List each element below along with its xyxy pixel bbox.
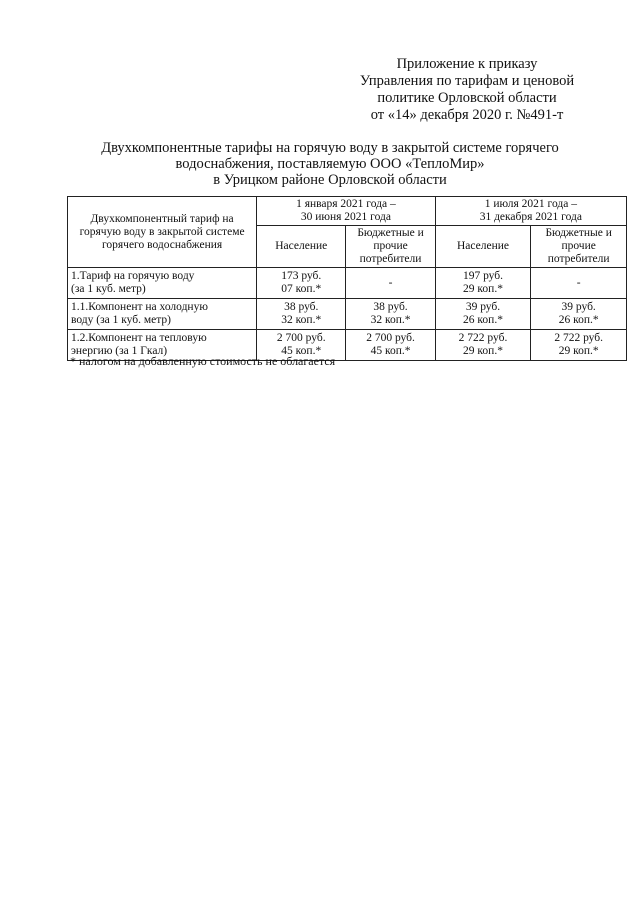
table-header-row [68,197,627,226]
tariff-table [67,196,627,361]
footnote: * налогом на добавленную стоимость не облагается [70,354,336,368]
cell-p2-population: 39 руб. 26 коп.* [435,299,531,330]
cell-p1-budget: - [346,268,435,299]
cell-p1-population: 2 700 руб. 45 коп.* [257,330,346,361]
header-population-2: Население [435,226,531,268]
appendix-line: Приложение к приказу [396,56,538,72]
cell-p2-population: 2 722 руб. 29 коп.* [435,330,531,361]
title-line: водоснабжения, поставляемую ООО «ТеплоМир» [175,156,485,172]
header-budget-2: Бюджетные и прочие потребители [531,226,627,268]
header-budget-1: Бюджетные и прочие потребители [346,226,435,268]
cell-p2-budget: - [531,268,627,299]
row-name: 1.1.Компонент на холодную воду (за 1 куб. метр) [68,299,257,330]
appendix-header [352,56,582,124]
table-row [68,299,627,330]
cell-p1-budget: 38 руб. 32 коп.* [346,299,435,330]
header-tariff-name: Двухкомпонентный тариф на горячую воду в закрытой системе горячего водоснабжения [68,197,257,268]
appendix-date-line: от «14» декабря 2020 г. №491-т [370,107,564,123]
cell-p1-population: 38 руб. 32 коп.* [257,299,346,330]
title-line: Двухкомпонентные тарифы на горячую воду в закрытой системе горячего [101,140,559,156]
table-row [68,268,627,299]
header-population-1: Население [257,226,346,268]
title-line: в Урицком районе Орловской области [213,172,447,188]
cell-p2-budget: 2 722 руб. 29 коп.* [531,330,627,361]
cell-p1-budget: 2 700 руб. 45 коп.* [346,330,435,361]
row-name: 1.2.Компонент на тепловую энергию (за 1 Гкал) [68,330,257,361]
row-name: 1.Тариф на горячую воду (за 1 куб. метр) [68,268,257,299]
cell-p1-population: 173 руб. 07 коп.* [257,268,346,299]
cell-p2-population: 197 руб. 29 коп.* [435,268,531,299]
appendix-line: Управления по тарифам и ценовой [359,73,575,89]
header-period-1: 1 января 2021 года – 30 июня 2021 года [257,197,436,226]
document-title [80,140,580,188]
cell-p2-budget: 39 руб. 26 коп.* [531,299,627,330]
header-period-2: 1 июля 2021 года – 31 декабря 2021 года [435,197,626,226]
appendix-line: политике Орловской области [377,90,557,106]
